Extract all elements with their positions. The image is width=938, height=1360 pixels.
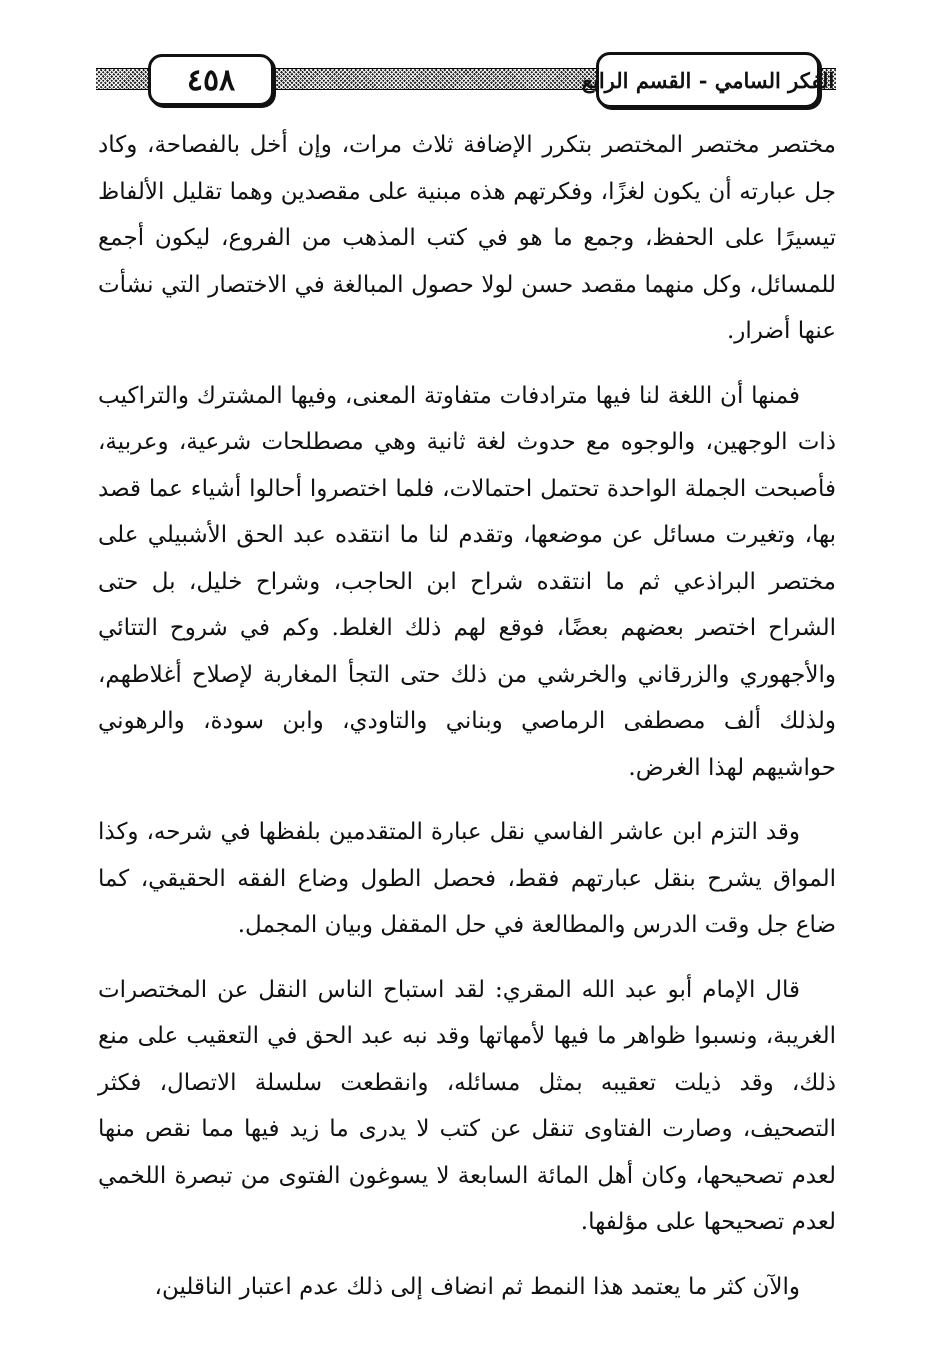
paragraph: فمنها أن اللغة لنا فيها مترادفات متفاوتة المعنى، وفيها المشترك والتراكيب ذات الوجهين، والوجوه مع حدوث لغة ثانية وهي مصطلحات شرعية، وعربية، فأصبحت الجملة الواحدة تحتمل احتمالات، فلما اختصروا أحالوا أشياء عما قصد بها، وتغيرت مسائل عن موضعها، وتقدم لنا ما انتقده عبد الحق الأشبيلي على مختصر البراذعي ثم ما انتقده شراح ابن الحاجب، وشراح خليل، بل حتى الشراح اختصر بعضهم بعضًا، فوقع لهم ذلك الغلط. وكم في شروح التتائي والأجهوري والزرقاني والخرشي من ذلك حتى التجأ المغاربة لإصلاح أغلاطهم، ولذلك ألف مصطفى الرماصي وبناني والتاودي، وابن سودة، والرهوني حواشيهم لهذا الغرض. <box>98 382 836 781</box>
paragraph: والآن كثر ما يعتمد هذا النمط ثم انضاف إلى ذلك عدم اعتبار الناقلين، <box>154 1273 800 1300</box>
page-number-box <box>148 54 274 106</box>
running-title-box <box>581 52 835 108</box>
page-body <box>98 122 836 1310</box>
page-header <box>96 48 836 110</box>
page-number: ٤٥٨ <box>186 62 236 98</box>
paragraph: وقد التزم ابن عاشر الفاسي نقل عبارة المتقدمين بلفظها في شرحه، وكذا المواق يشرح بنقل عبارتهم فقط، فحصل الطول وضاع الفقه الحقيقي، كما ضاع جل وقت الدرس والمطالعة في حل المقفل وبيان المجمل. <box>98 819 836 938</box>
running-title: الفكر السامي - القسم الرابع <box>581 67 835 93</box>
paragraph-continuation: مختصر مختصر المختصر بتكرر الإضافة ثلاث مرات، وإن أخل بالفصاحة، وكاد جل عبارته أن يكون لغزًا، وفكرتهم هذه مبنية على مقصدين وهما تقليل الألفاظ تيسيرًا على الحفظ، وجمع ما هو في كتب المذهب من الفروع، ليكون أجمع للمسائل، وكل منهما مقصد حسن لولا حصول المبالغة في الاختصار التي نشأت عنها أضرار. <box>98 132 836 344</box>
paragraph: قال الإمام أبو عبد الله المقري: لقد استباح الناس النقل عن المختصرات الغريبة، ونسبوا ظواهر ما فيها لأمهاتها وقد نبه عبد الحق في التعقيب على منع ذلك، وقد ذيلت تعقيبه بمثل مسائله، وانقطعت سلسلة الاتصال، فكثر التصحيف، وصارت الفتاوى تنقل عن كتب لا يدرى ما زيد فيها مما نقص منها لعدم تصحيحها، وكان أهل المائة السابعة لا يسوغون الفتوى من تبصرة اللخمي لعدم تصحيحها على مؤلفها. <box>98 976 836 1235</box>
